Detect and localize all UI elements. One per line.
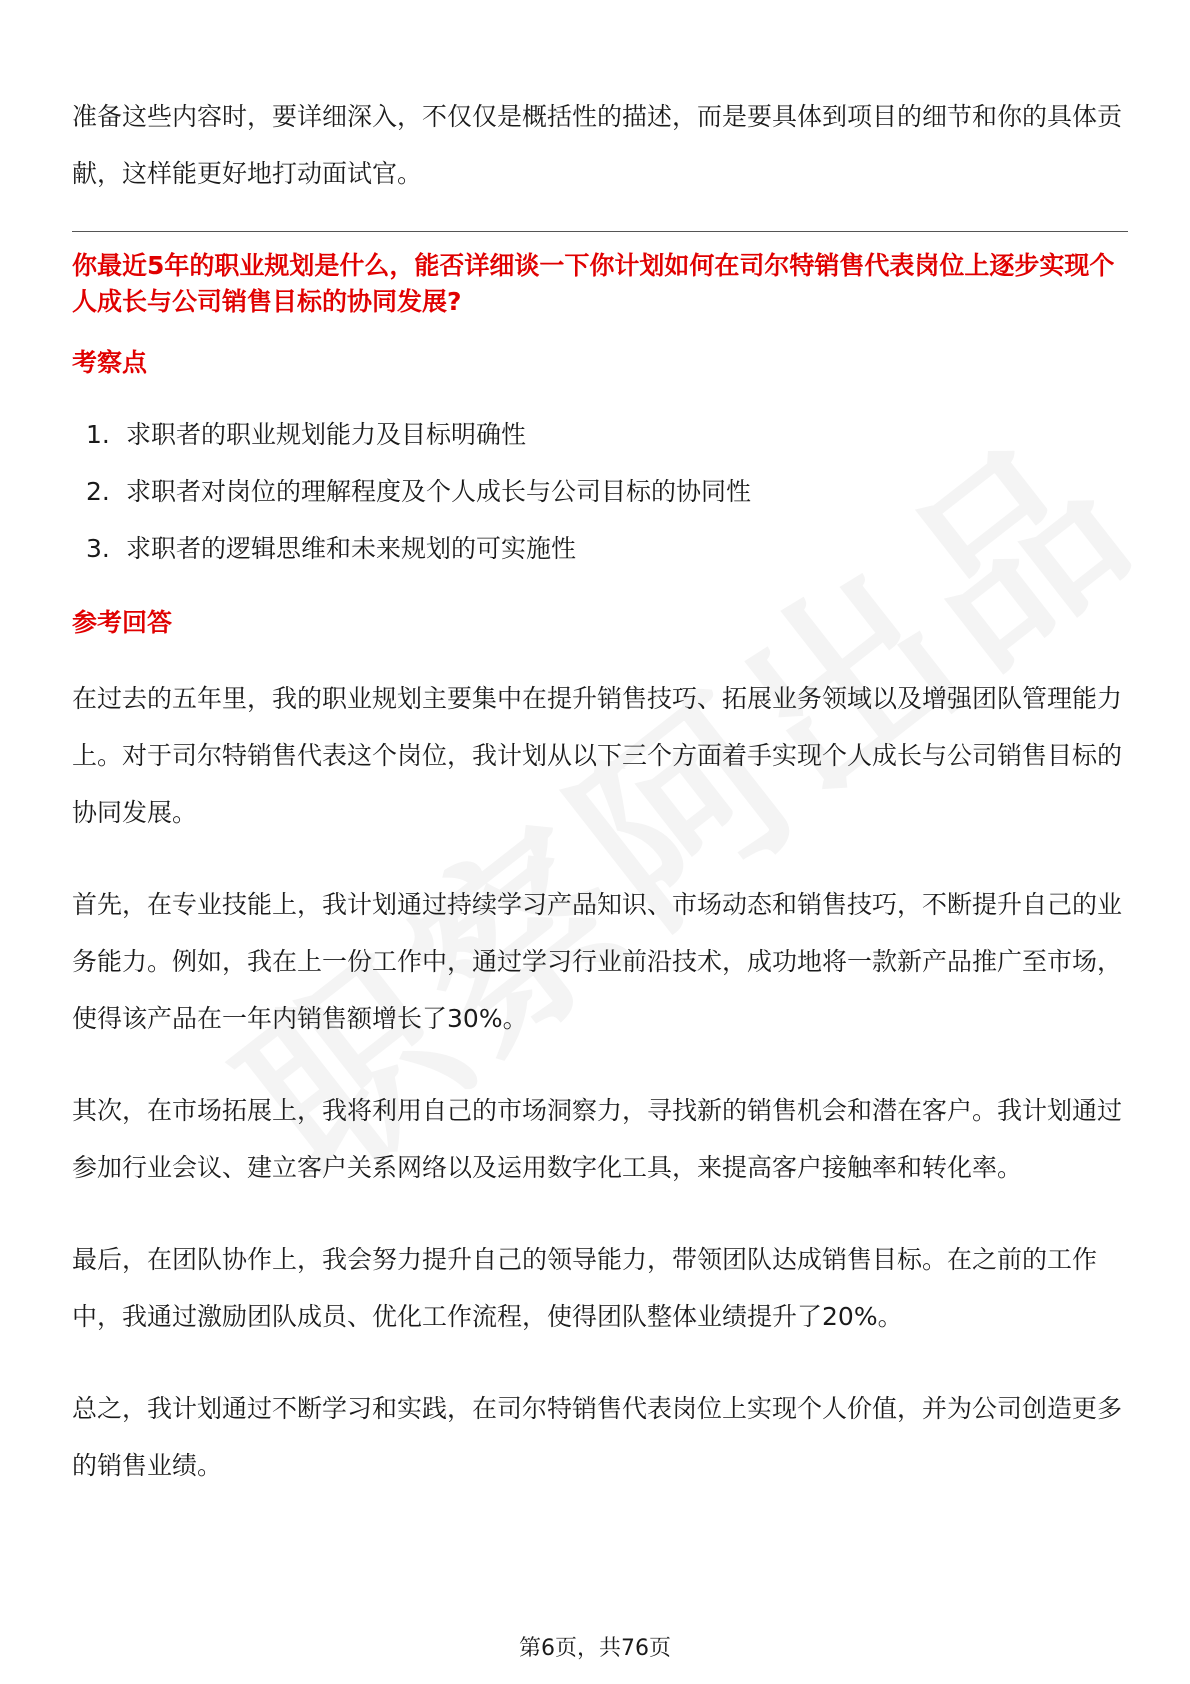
answer-section [72,670,1128,1494]
answer-paragraph: 总之，我计划通过不断学习和实践，在司尔特销售代表岗位上实现个人价值，并为公司创造更多的销售业绩。 [72,1394,1123,1480]
intro-paragraph: 准备这些内容时，要详细深入，不仅仅是概括性的描述，而是要具体到项目的细节和你的具体贡献，这样能更好地打动面试官。 [72,102,1123,188]
assessment-label: 考察点 [72,348,148,377]
point-text: 求职者对岗位的理解程度及个人成长与公司目标的协同性 [126,477,752,506]
point-text: 求职者的逻辑思维和未来规划的可实施性 [126,534,577,563]
point-number: 2. [86,477,110,506]
point-text: 求职者的职业规划能力及目标明确性 [126,420,527,449]
point-number: 1. [86,420,110,449]
section-divider [72,231,1128,232]
question-heading: 你最近5年的职业规划是什么，能否详细谈一下你计划如何在司尔特销售代表岗位上逐步实现个人成长与公司销售目标的协同发展? [72,251,1115,316]
assessment-point [86,406,1128,463]
answer-paragraph: 其次，在市场拓展上，我将利用自己的市场洞察力，寻找新的销售机会和潜在客户。我计划通过参加行业会议、建立客户关系网络以及运用数字化工具，来提高客户接触率和转化率。 [72,1096,1123,1182]
page-footer: 第6页，共76页 [519,1636,671,1661]
assessment-point [86,463,1128,520]
answer-label: 参考回答 [72,608,173,637]
answer-paragraph: 最后，在团队协作上，我会努力提升自己的领导能力，带领团队达成销售目标。在之前的工作中，我通过激励团队成员、优化工作流程，使得团队整体业绩提升了20%。 [72,1245,1098,1331]
assessment-points-list [72,406,1128,577]
page-content [72,88,1128,1529]
answer-paragraph: 在过去的五年里，我的职业规划主要集中在提升销售技巧、拓展业务领域以及增强团队管理能力上。对于司尔特销售代表这个岗位，我计划从以下三个方面着手实现个人成长与公司销售目标的协同发展。 [72,684,1123,827]
assessment-point [86,520,1128,577]
answer-paragraph: 首先，在专业技能上，我计划通过持续学习产品知识、市场动态和销售技巧，不断提升自己的业务能力。例如，我在上一份工作中，通过学习行业前沿技术，成功地将一款新产品推广至市场，使得该产品在一年内销售额增长了30%。 [72,890,1123,1033]
point-number: 3. [86,534,110,563]
